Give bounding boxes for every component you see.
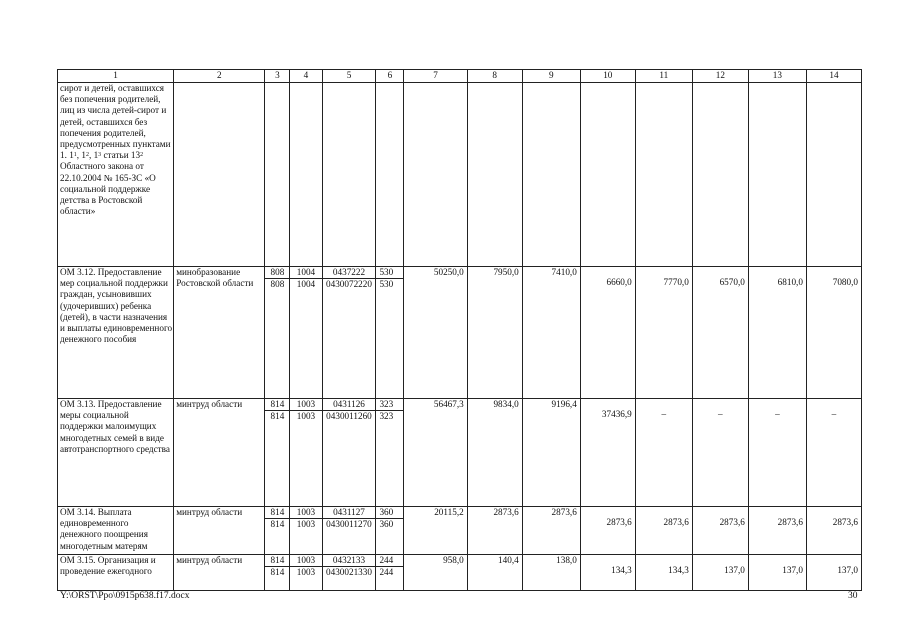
continued-description-cell: сирот и детей, оставшихся без попечения родителей, лиц из числа детей-сирот и детей, оставшихся без попечения родителей, предусмотренных пунктами 1. $1^1$, $1^2$, $1^3$ статьи $13^2$ Областного закона от 22.10.2004 № 165-ЗС «О социальной поддержке детства в Ростовской области»	[58, 83, 174, 267]
year-value: 2873,6	[522, 507, 580, 555]
year-value: –	[692, 399, 748, 507]
year-value: –	[635, 399, 692, 507]
header-cell: 11	[635, 70, 692, 83]
header-cell: 5	[322, 70, 376, 83]
year-value: 134,3	[580, 555, 635, 591]
year-value: 9834,0	[467, 399, 522, 507]
program-table	[57, 69, 862, 591]
table-row	[58, 555, 862, 591]
header-cell: 2	[174, 70, 265, 83]
header-cell: 1	[58, 70, 174, 83]
year-value: 7080,0	[806, 267, 861, 399]
total-value: 958,0	[404, 555, 467, 591]
code-rzpr-cell: 1003 1003	[290, 555, 322, 591]
header-cell: 14	[806, 70, 861, 83]
code-csr-cell: 0431127 0430011270	[322, 507, 376, 555]
year-value: 137,0	[806, 555, 861, 591]
executor: минтруд области	[174, 507, 265, 555]
year-value: –	[806, 399, 861, 507]
executor: минобразование Ростовской области	[174, 267, 265, 399]
code-grbs-cell: 814 814	[265, 555, 290, 591]
code-vr-cell: 244 244	[376, 555, 404, 591]
document-file-path: Y:\ORST\Ppo\0915p638.f17.docx	[60, 591, 190, 601]
table-row-continuation	[58, 83, 862, 267]
code-rzpr-cell: 1003 1003	[290, 399, 322, 507]
year-value: 7950,0	[467, 267, 522, 399]
year-value: 7770,0	[635, 267, 692, 399]
total-value: 20115,2	[404, 507, 467, 555]
header-cell: 4	[290, 70, 322, 83]
header-cell: 3	[265, 70, 290, 83]
year-value: 2873,6	[467, 507, 522, 555]
code-rzpr-cell: 1003 1003	[290, 507, 322, 555]
header-cell: 13	[748, 70, 806, 83]
measure-description: ОМ 3.12. Предоставление мер социальной поддержки граждан, усыновивших (удочеривших) ребенка (детей), в части назначения и выплаты единовременного денежного пособия	[58, 267, 174, 399]
measure-description: ОМ 3.15. Организация и проведение ежегодного	[58, 555, 174, 591]
table-row	[58, 267, 862, 399]
code-csr-cell: 0431126 0430011260	[322, 399, 376, 507]
year-value: 6660,0	[580, 267, 635, 399]
header-cell: 10	[580, 70, 635, 83]
year-value: –	[748, 399, 806, 507]
executor: минтруд области	[174, 555, 265, 591]
year-value: 37436,9	[580, 399, 635, 507]
table-row	[58, 399, 862, 507]
year-value: 2873,6	[692, 507, 748, 555]
code-vr-cell: 360 360	[376, 507, 404, 555]
year-value: 138,0	[522, 555, 580, 591]
code-grbs-cell: 814 814	[265, 399, 290, 507]
header-cell: 8	[467, 70, 522, 83]
code-grbs-cell: 808 808	[265, 267, 290, 399]
header-cell: 7	[404, 70, 467, 83]
column-number-header-row	[58, 70, 862, 83]
year-value: 137,0	[692, 555, 748, 591]
year-value: 137,0	[748, 555, 806, 591]
header-cell: 9	[522, 70, 580, 83]
year-value: 2873,6	[806, 507, 861, 555]
code-vr-cell: 323 323	[376, 399, 404, 507]
code-rzpr-cell: 1004 1004	[290, 267, 322, 399]
year-value: 134,3	[635, 555, 692, 591]
code-csr-cell: 0432133 0430021330	[322, 555, 376, 591]
executor: минтруд области	[174, 399, 265, 507]
header-cell: 6	[376, 70, 404, 83]
header-cell: 12	[692, 70, 748, 83]
year-value: 140,4	[467, 555, 522, 591]
year-value: 2873,6	[580, 507, 635, 555]
code-vr-cell: 530 530	[376, 267, 404, 399]
measure-description: ОМ 3.14. Выплата единовременного денежного поощрения многодетным матерям	[58, 507, 174, 555]
year-value: 9196,4	[522, 399, 580, 507]
year-value: 7410,0	[522, 267, 580, 399]
year-value: 2873,6	[748, 507, 806, 555]
year-value: 6810,0	[748, 267, 806, 399]
table-row	[58, 507, 862, 555]
year-value: 6570,0	[692, 267, 748, 399]
total-value: 50250,0	[404, 267, 467, 399]
code-grbs-cell: 814 814	[265, 507, 290, 555]
total-value: 56467,3	[404, 399, 467, 507]
code-csr-cell: 0437222 0430072220	[322, 267, 376, 399]
measure-description: ОМ 3.13. Предоставление меры социальной поддержки малоимущих многодетных семей в виде автотранспортного средства	[58, 399, 174, 507]
page-number: 30	[848, 591, 858, 601]
year-value: 2873,6	[635, 507, 692, 555]
